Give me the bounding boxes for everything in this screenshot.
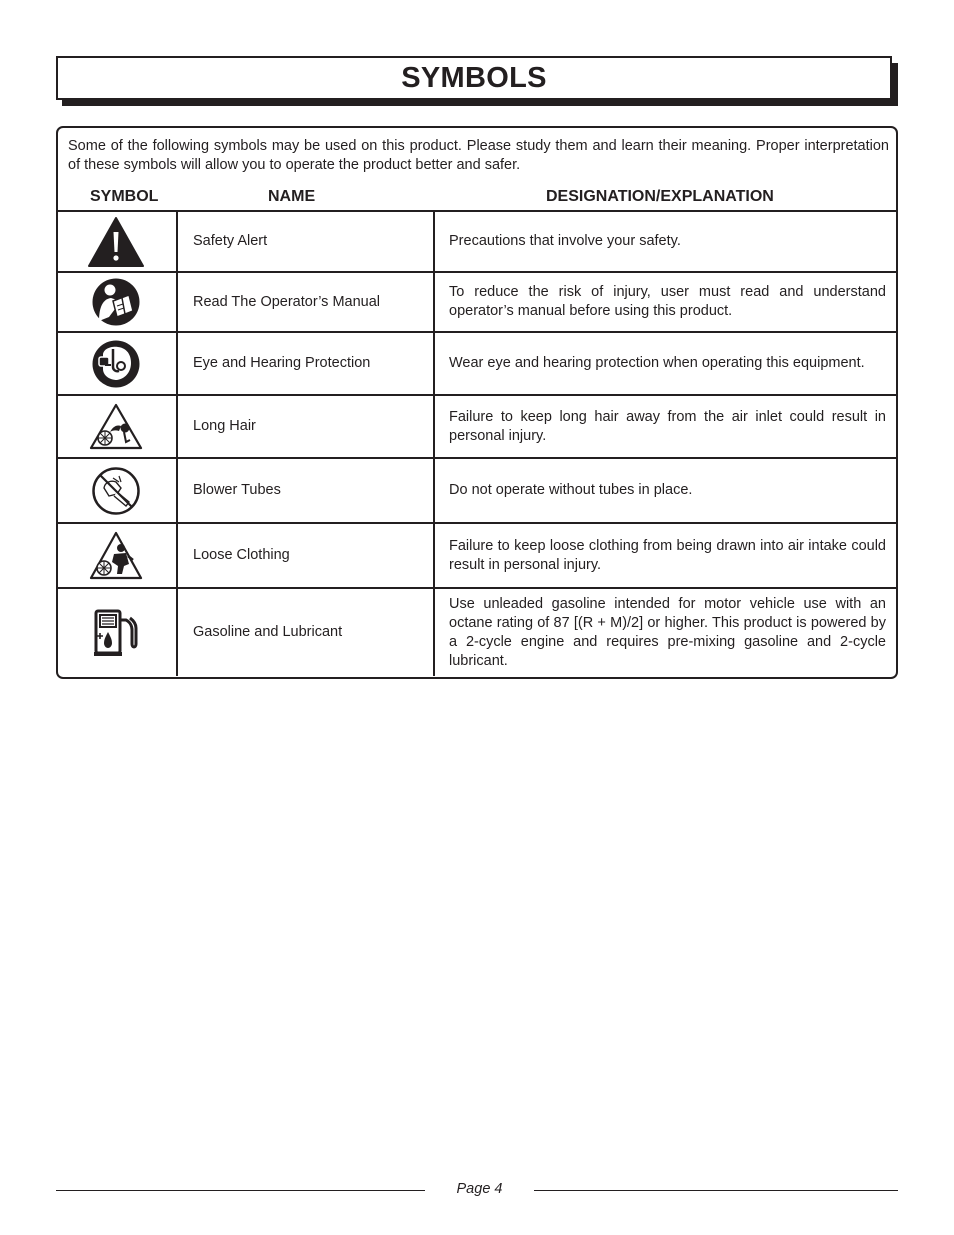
table-row: [56, 332, 898, 395]
footer-rule-left: [56, 1190, 425, 1191]
symbol-cell: [56, 458, 177, 523]
symbol-cell: [56, 272, 177, 332]
table-row: [56, 211, 898, 272]
symbol-cell: [56, 211, 177, 272]
loose-clothing-icon: [88, 530, 144, 582]
symbol-name: Gasoline and Lubricant: [177, 588, 434, 676]
symbol-cell: [56, 395, 177, 458]
symbol-explanation: Precautions that involve your safety.: [434, 211, 898, 272]
symbol-cell: [56, 523, 177, 588]
header-name: NAME: [268, 188, 316, 205]
header-symbol: SYMBOL: [90, 188, 159, 205]
symbol-name: Read The Operator’s Manual: [177, 272, 434, 332]
title-box: [56, 56, 892, 100]
intro-text: Some of the following symbols may be used on this product. Please study them and learn their meaning. Proper interpretation of these symbols will allow you to operate the product better and safer.: [68, 138, 889, 173]
title-banner: [56, 56, 892, 99]
symbol-explanation: Do not operate without tubes in place.: [434, 458, 898, 523]
symbol-name: Long Hair: [177, 395, 434, 458]
symbol-name: Eye and Hearing Protection: [177, 332, 434, 395]
page-number: Page 4: [456, 1181, 503, 1197]
symbols-panel: [56, 126, 898, 679]
header-designation: DESIGNATION/EXPLANATION: [546, 188, 774, 205]
blower-tubes-icon: [91, 466, 141, 516]
table-row: [56, 395, 898, 458]
table-row: [56, 272, 898, 332]
symbol-name: Safety Alert: [177, 211, 434, 272]
symbols-table: [56, 210, 898, 676]
symbol-explanation: To reduce the risk of injury, user must read and understand operator’s manual before using this product.: [434, 272, 898, 332]
table-row: [56, 523, 898, 588]
gasoline-lubricant-icon: [92, 608, 140, 658]
symbol-cell: [56, 332, 177, 395]
symbol-name: Loose Clothing: [177, 523, 434, 588]
symbol-explanation: Failure to keep loose clothing from being drawn into air intake could result in personal injury.: [434, 523, 898, 588]
table-row: [56, 588, 898, 676]
safety-alert-icon: [87, 216, 145, 268]
symbol-cell: [56, 588, 177, 676]
symbol-explanation: Failure to keep long hair away from the air inlet could result in personal injury.: [434, 395, 898, 458]
table-row: [56, 458, 898, 523]
symbol-explanation: Wear eye and hearing protection when operating this equipment.: [434, 332, 898, 395]
footer-rule-right: [534, 1190, 898, 1191]
symbol-name: Blower Tubes: [177, 458, 434, 523]
read-manual-icon: [91, 277, 141, 327]
eye-hearing-protection-icon: [91, 339, 141, 389]
page-title: SYMBOLS: [401, 61, 547, 94]
symbol-explanation: Use unleaded gasoline intended for motor vehicle use with an octane rating of 87 [(R + M)/2] or higher. This product is powered by a 2-cycle engine and requires pre-mixing gasoline and 2-cycle lubricant.: [434, 588, 898, 676]
long-hair-icon: [88, 402, 144, 452]
